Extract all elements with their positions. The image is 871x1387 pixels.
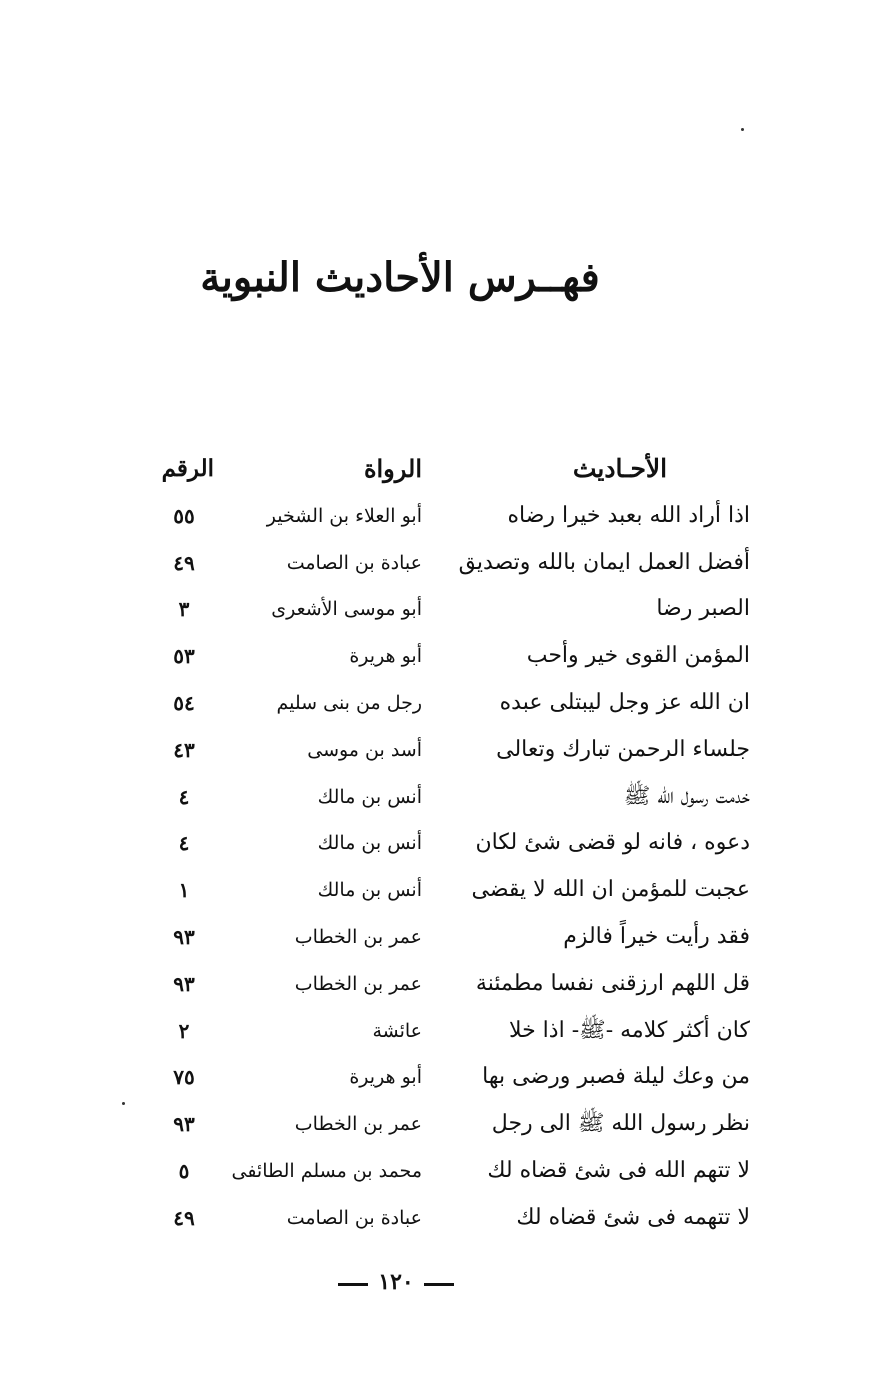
page-title: فهــرس الأحاديث النبوية	[200, 254, 600, 301]
narrator-name: عائشة	[372, 1019, 422, 1042]
header-number: الرقم	[161, 455, 214, 482]
hadith-text: اذا أراد الله بعبد خيرا رضاه	[507, 502, 750, 528]
table-row	[150, 1056, 750, 1103]
hadith-text: ان الله عز وجل ليبتلى عبده	[499, 689, 750, 715]
table-row	[150, 776, 750, 823]
hadith-number: ٢	[178, 1018, 190, 1043]
hadith-number: ٩٣	[173, 971, 195, 996]
narrator-name: محمد بن مسلم الطائفى	[231, 1159, 422, 1182]
table-row	[150, 1197, 750, 1244]
header-narrator: الرواة	[363, 454, 422, 483]
hadith-text: دعوه ، فانه لو قضى شئ لكان	[475, 830, 750, 856]
narrator-name: أسد بن موسى	[307, 738, 422, 761]
hadith-text: عجبت للمؤمن ان الله لا يقضى	[471, 877, 750, 903]
narrator-name: عبادة بن الصامت	[286, 551, 422, 574]
narrator-name: أنس بن مالك	[317, 785, 422, 808]
hadith-number: ٩٣	[173, 924, 195, 949]
hadith-text: خدمت رسول الله ﷺ	[623, 783, 750, 809]
hadith-text: لا تتهمه فى شئ قضاه لك	[516, 1204, 750, 1230]
table-row	[150, 869, 750, 916]
hadith-text: لا تتهم الله فى شئ قضاه لك	[487, 1157, 750, 1183]
hadith-text: من وعك ليلة فصبر ورضى بها	[482, 1064, 750, 1090]
page-speck	[122, 1102, 125, 1105]
narrator-name: رجل من بنى سليم	[276, 691, 422, 714]
page-speck	[741, 128, 744, 131]
narrator-name: عمر بن الخطاب	[294, 1113, 422, 1136]
narrator-name: أبو العلاء بن الشخير	[266, 504, 422, 527]
narrator-name: أنس بن مالك	[317, 879, 422, 902]
hadith-number: ٣	[178, 597, 190, 622]
page-number: ١٢٠	[378, 1269, 414, 1295]
hadith-number: ٥٣	[173, 644, 195, 669]
table-header-row	[150, 448, 750, 495]
table-row	[150, 1150, 750, 1197]
footer-dash-right	[424, 1283, 454, 1286]
hadith-number: ٩٣	[173, 1112, 195, 1137]
hadith-text: جلساء الرحمن تبارك وتعالى	[496, 736, 750, 762]
table-row	[150, 542, 750, 589]
hadith-index-table	[150, 448, 750, 1244]
hadith-number: ٤	[178, 831, 190, 856]
footer-dash-left	[338, 1283, 368, 1286]
table-row	[150, 588, 750, 635]
table-row	[150, 822, 750, 869]
narrator-name: أبو هريرة	[349, 1066, 422, 1089]
hadith-number: ٤٩	[173, 550, 195, 575]
hadith-number: ٤٣	[173, 737, 195, 762]
narrator-name: عبادة بن الصامت	[286, 1206, 422, 1229]
hadith-text: قل اللهم ارزقنى نفسا مطمئنة	[475, 970, 750, 996]
table-row	[150, 729, 750, 776]
hadith-text: أفضل العمل ايمان بالله وتصديق	[458, 549, 750, 575]
table-row	[150, 682, 750, 729]
table-row	[150, 495, 750, 542]
narrator-name: أنس بن مالك	[317, 832, 422, 855]
hadith-text: نظر رسول الله ﷺ الى رجل	[491, 1111, 750, 1137]
table-row	[150, 916, 750, 963]
hadith-number: ٧٥	[173, 1065, 195, 1090]
hadith-text: فقد رأيت خيراً فالزم	[563, 923, 750, 949]
hadith-number: ٥٥	[173, 503, 195, 528]
table-row	[150, 1103, 750, 1150]
hadith-text: كان أكثر كلامه -ﷺ- اذا خلا	[508, 1017, 750, 1043]
hadith-number: ٥٤	[173, 690, 195, 715]
header-hadith: الأحـاديث	[572, 454, 668, 483]
table-row	[150, 1010, 750, 1057]
table-row	[150, 635, 750, 682]
narrator-name: عمر بن الخطاب	[294, 972, 422, 995]
hadith-number: ٥	[178, 1158, 190, 1183]
narrator-name: أبو موسى الأشعرى	[271, 598, 422, 621]
hadith-number: ٤٩	[173, 1205, 195, 1230]
hadith-text: المؤمن القوى خير وأحب	[526, 643, 750, 669]
table-row	[150, 963, 750, 1010]
narrator-name: أبو هريرة	[349, 645, 422, 668]
hadith-number: ١	[178, 878, 190, 903]
narrator-name: عمر بن الخطاب	[294, 925, 422, 948]
page-footer	[320, 1262, 480, 1302]
hadith-number: ٤	[178, 784, 190, 809]
hadith-text: الصبر رضا	[656, 596, 750, 622]
